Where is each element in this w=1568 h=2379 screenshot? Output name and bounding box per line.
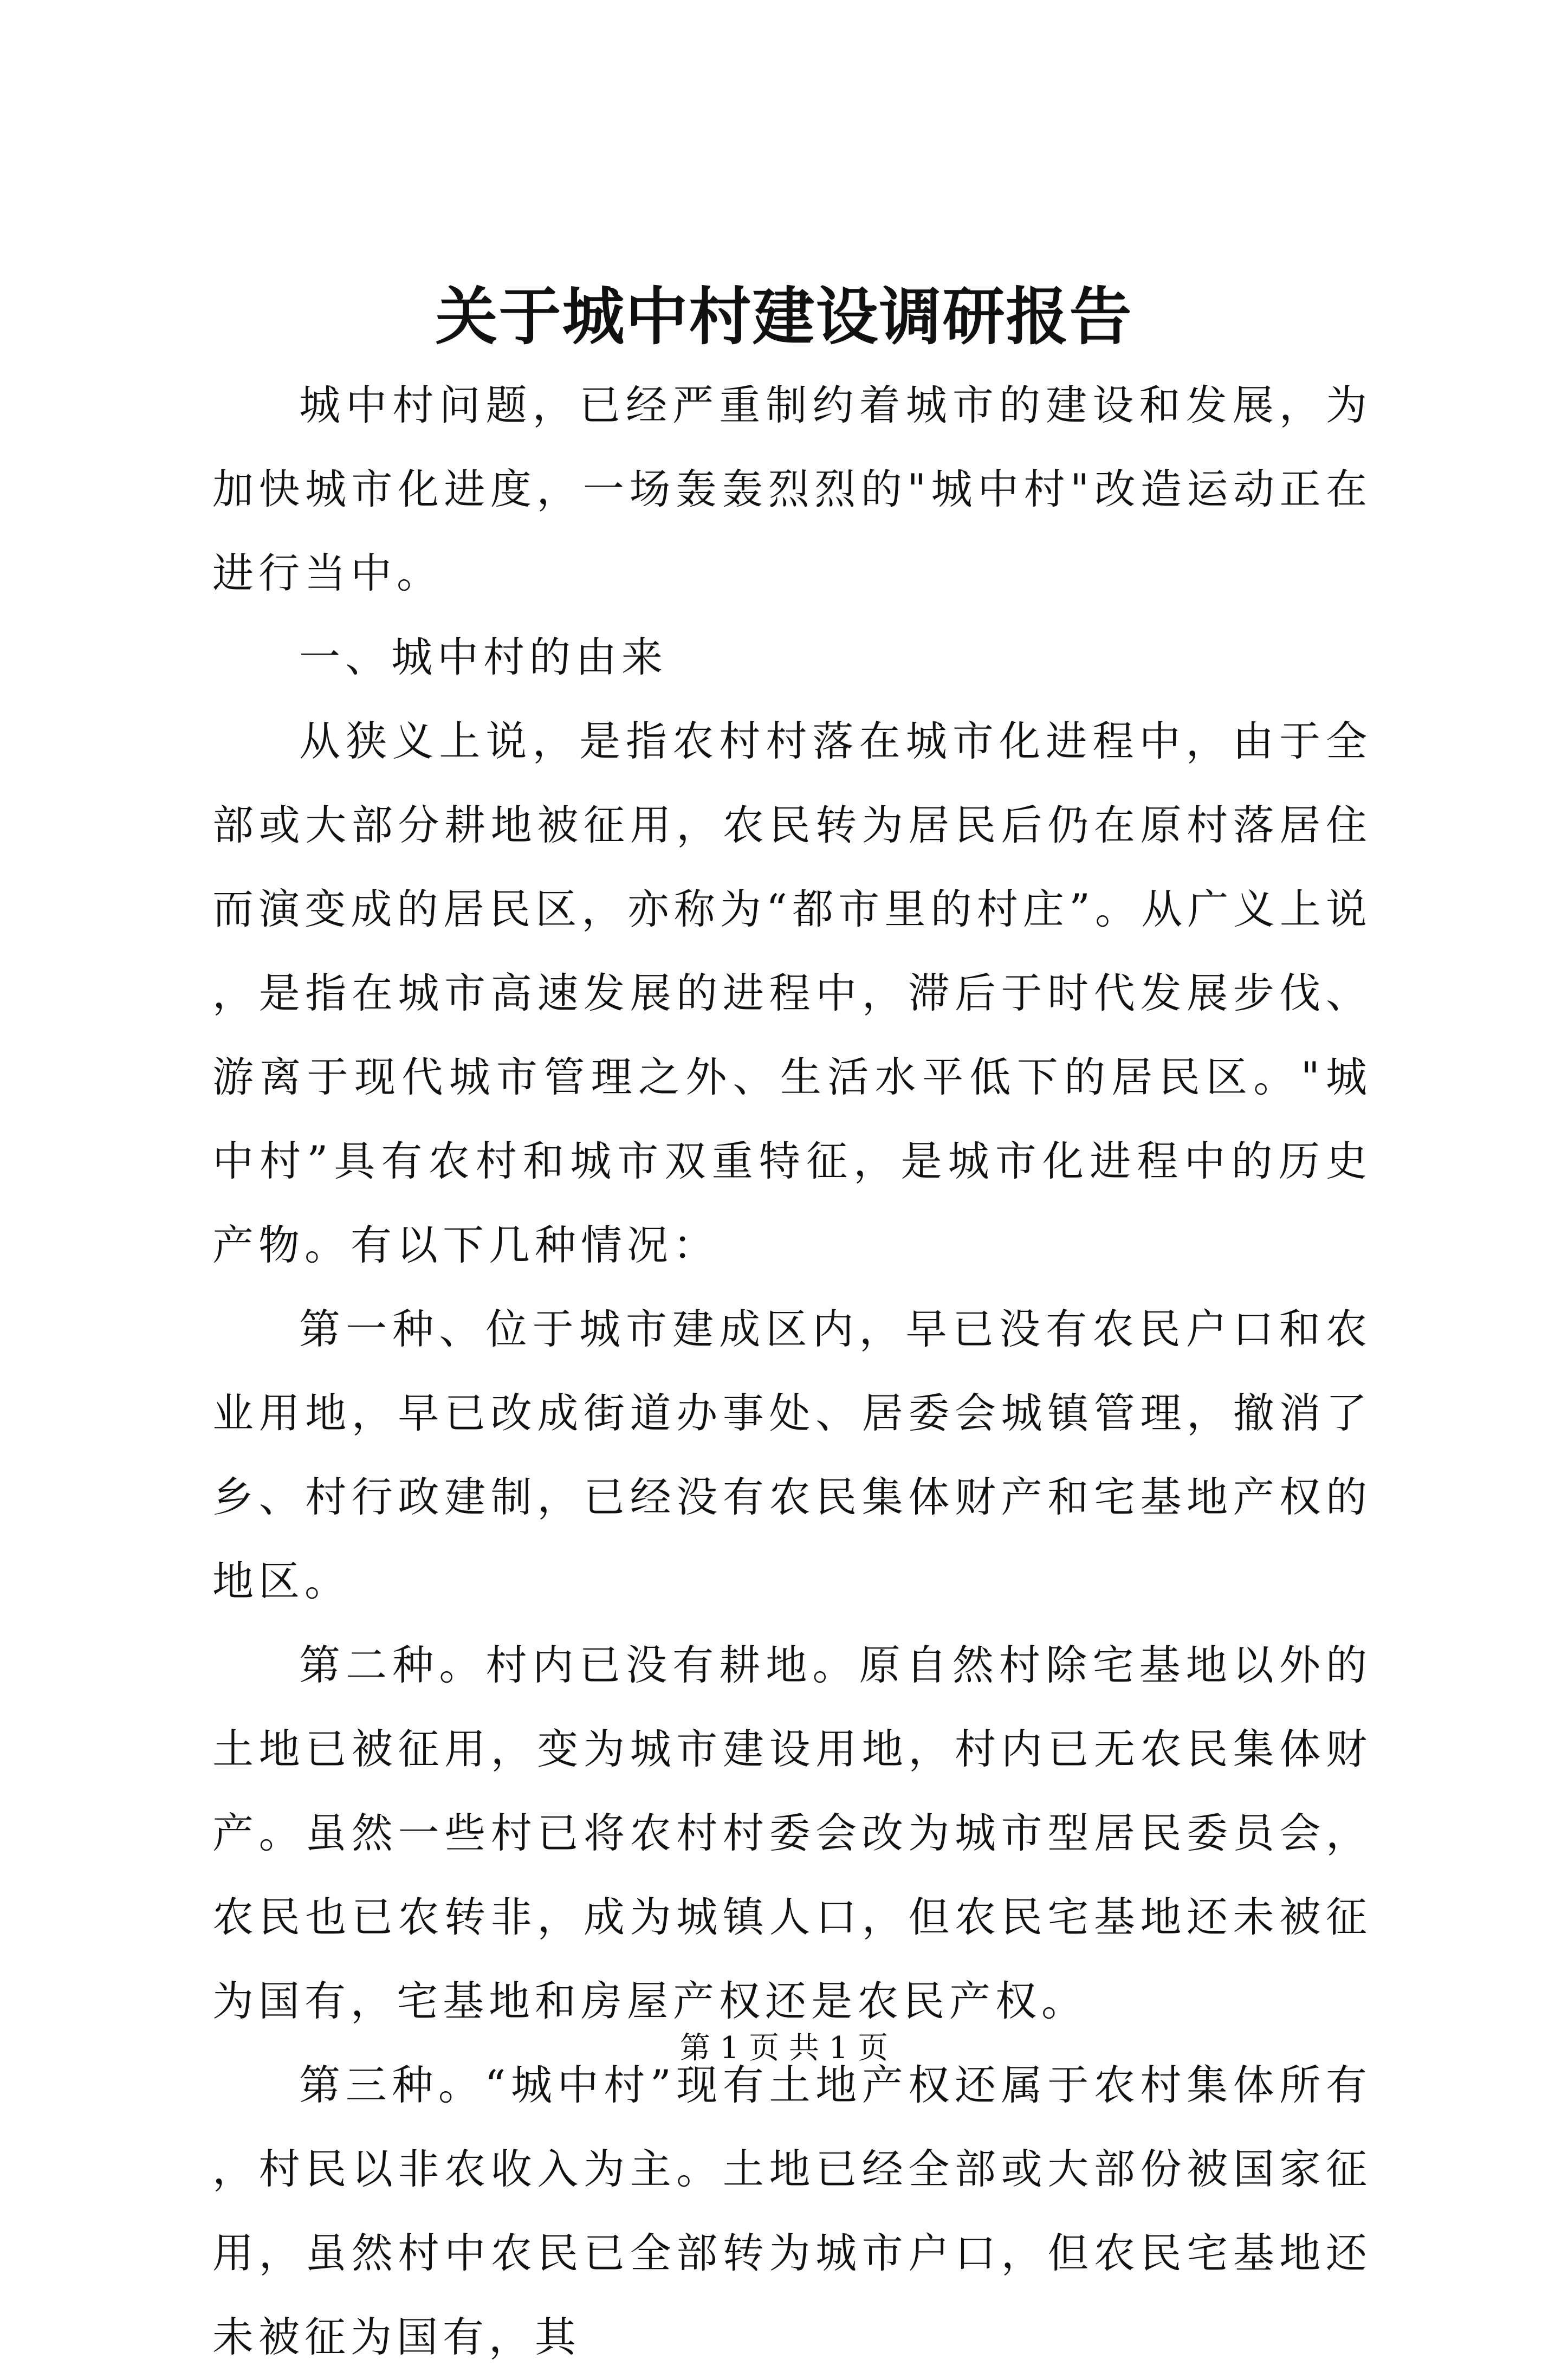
definition-paragraph: 从狭义上说，是指农村村落在城市化进程中，由于全部或大部分耕地被征用，农民转为居民后仍在原村落居住而演变成的居民区，亦称为“都市里的村庄”。从广义上说，是指在城市高速发展的进程中，滞后于时代发展步伐、游离于现代城市管理之外、生活水平低下的居民区。"城中村”具有农村和城市双重特征，是城市化进程中的历史产物。有以下几种情况：: [212, 717, 1372, 1269]
type-three-paragraph: 第三种。“城中村”现有土地产权还属于农村集体所有，村民以非农收入为主。土地已经全部或大部份被国家征用，虽然村中农民已全部转为城市户口，但农民宅基地还未被征为国有，其: [212, 2061, 1372, 2361]
section-heading: 一、城中村的由来: [299, 633, 668, 681]
document-body: [212, 363, 1372, 2379]
page-footer: 第 1 页 共 1 页: [679, 2031, 889, 2066]
type-two-paragraph: 第二种。村内已没有耕地。原自然村除宅基地以外的土地已被征用，变为城市建设用地，村内已无农民集体财产。虽然一些村已将农村村委会改为城市型居民委员会，农民也已农转非，成为城镇人口，但农民宅基地还未被征为国有，宅基地和房屋产权还是农民产权。: [212, 1641, 1372, 2025]
type-one-paragraph: 第一种、位于城市建成区内，早已没有农民户口和农业用地，早已改成街道办事处、居委会城镇管理，撤消了乡、村行政建制，已经没有农民集体财产和宅基地产权的地区。: [212, 1305, 1372, 1605]
intro-paragraph: 城中村问题，已经严重制约着城市的建设和发展，为加快城市化进度，一场轰轰烈烈的"城中村"改造运动正在进行当中。: [212, 381, 1372, 597]
document-title: 关于城中村建设调研报告: [435, 280, 1133, 353]
